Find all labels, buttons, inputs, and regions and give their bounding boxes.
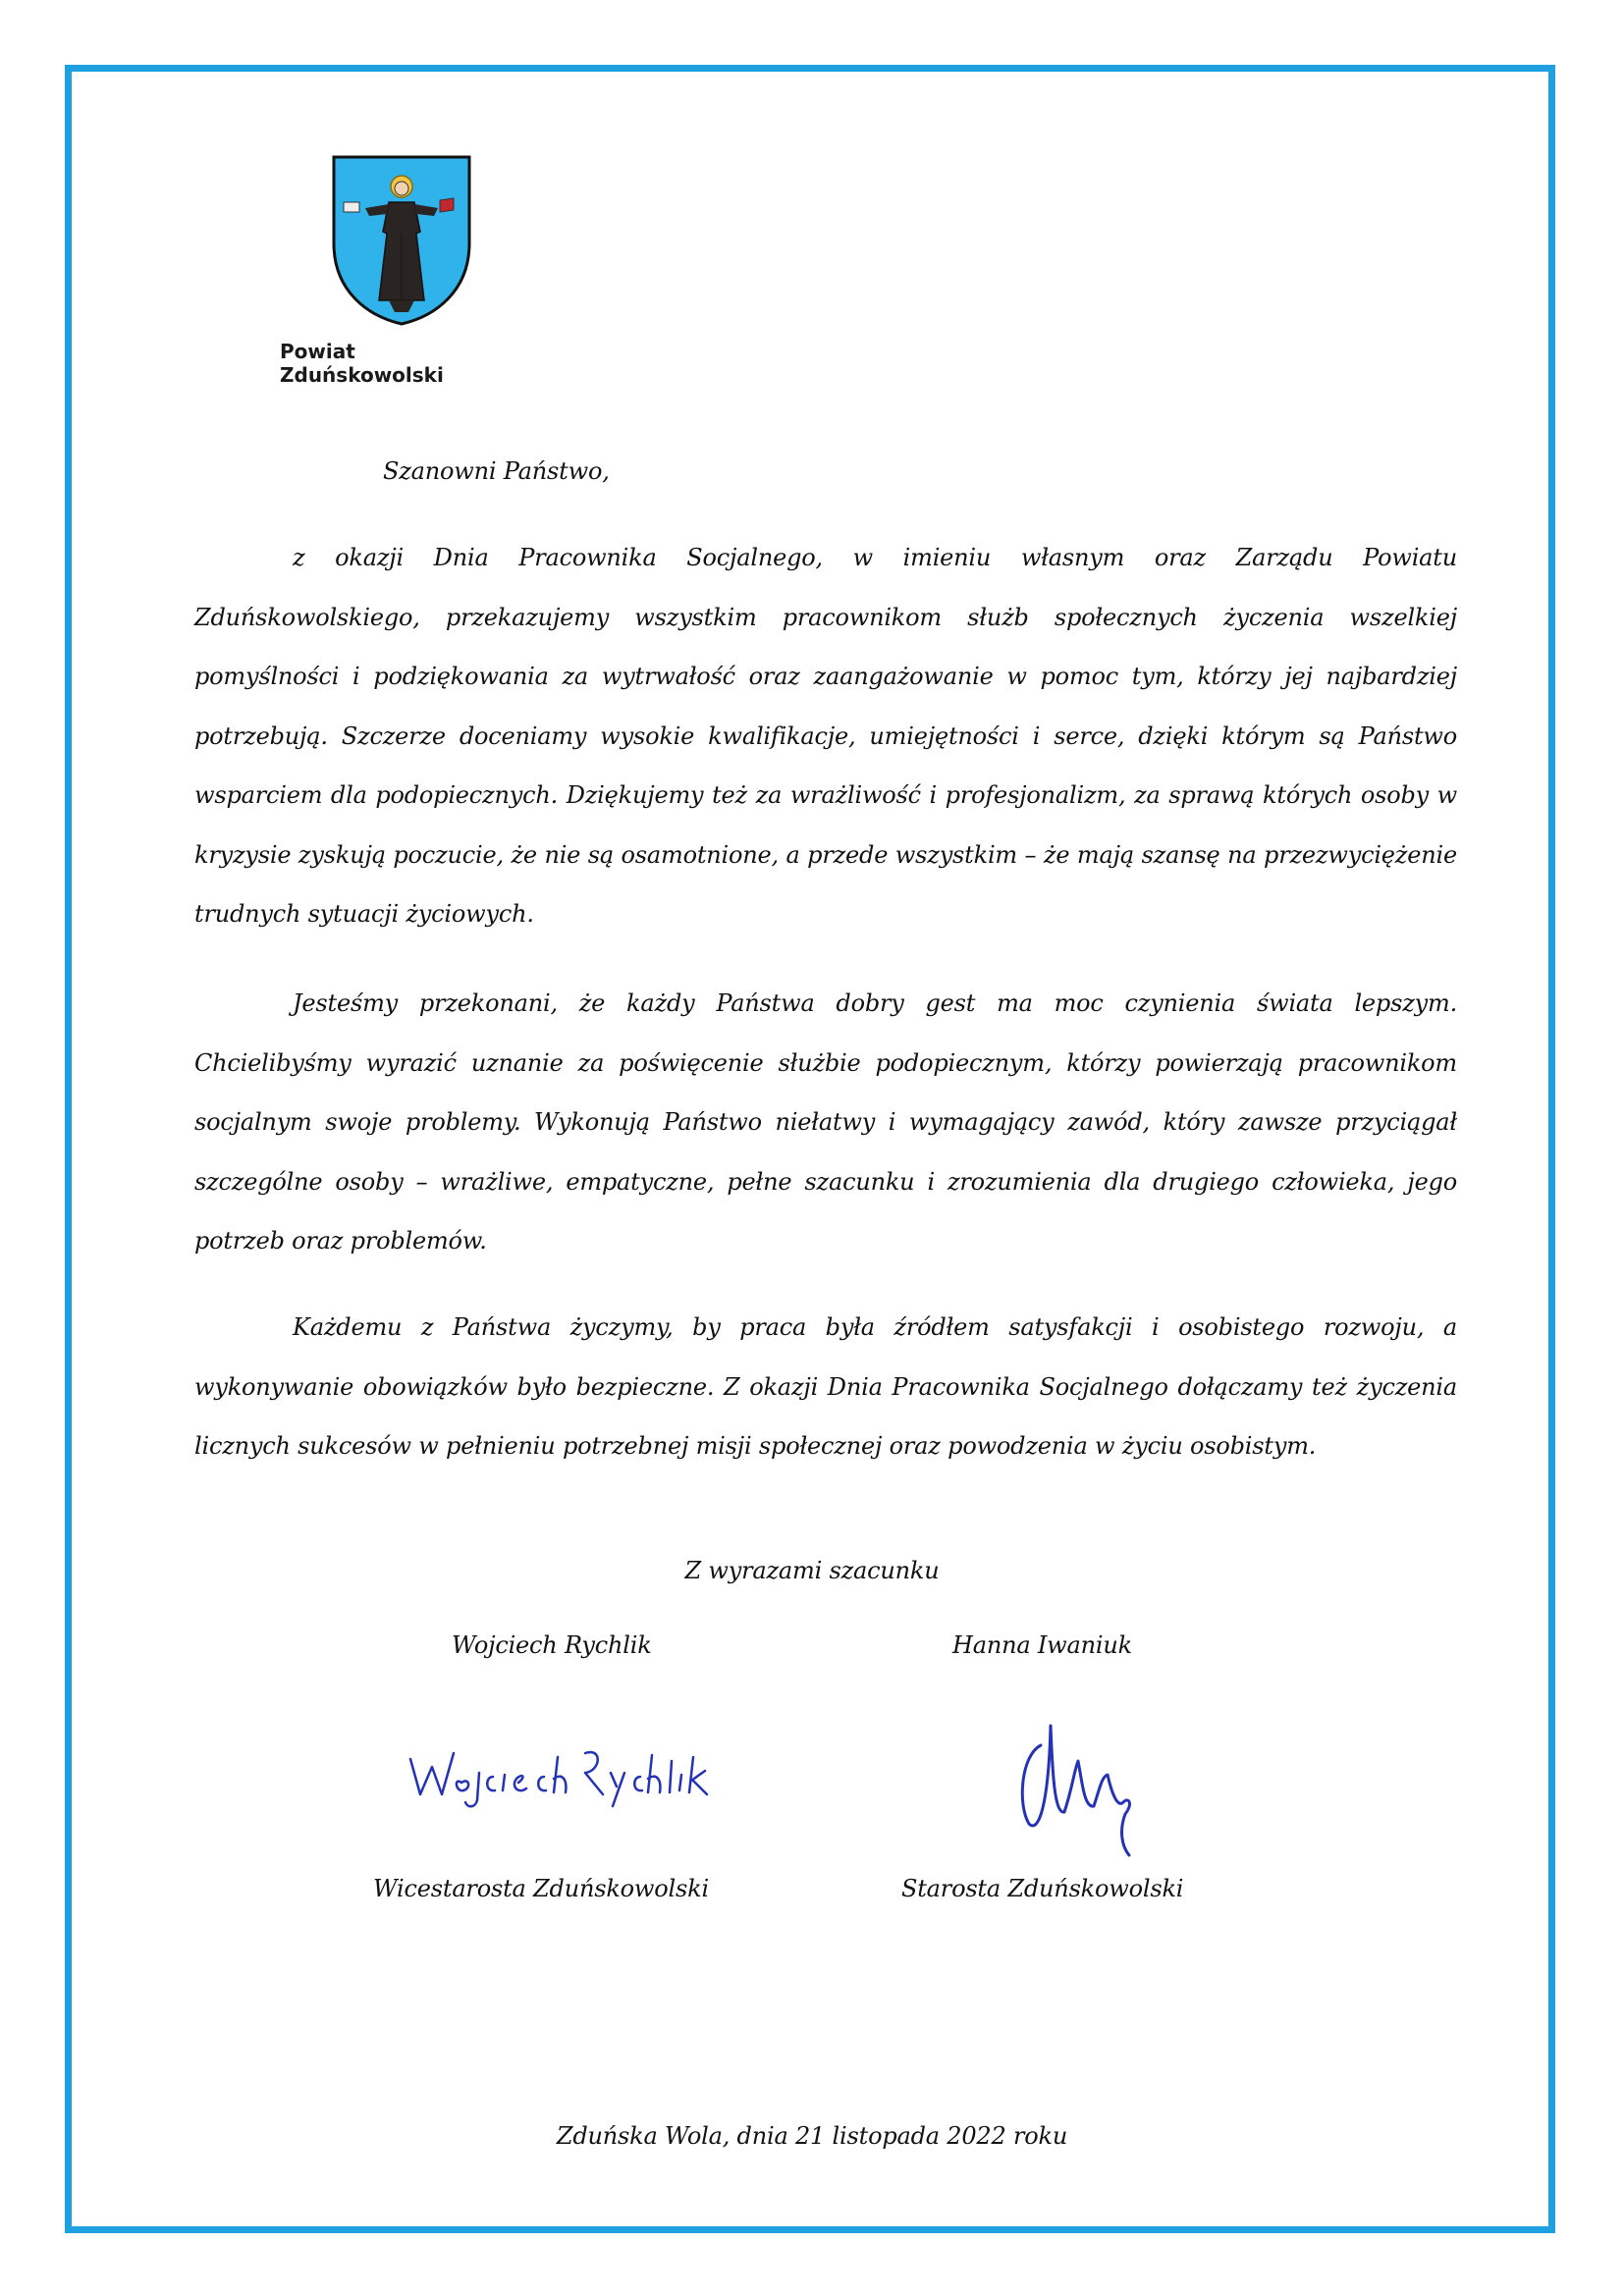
paragraph-3: Każdemu z Państwa życzymy, by praca była źródłem satysfakcji i osobistego rozwoju, a wykonywanie obowiązków było bezpieczne. Z okazji Dnia Pracownika Socjalnego dołączamy też życzenia licznych sukcesów w pełnieniu potrzebnej misji społecznej oraz powodzenia w życiu osobistym. [194, 1313, 1457, 1460]
place-and-date: Zduńska Wola, dnia 21 listopada 2022 roku [556, 2122, 1068, 2150]
signatory-name-right: Hanna Iwaniuk [952, 1631, 1132, 1659]
salutation: Szanowni Państwo, [383, 457, 610, 485]
paragraph-2: Jesteśmy przekonani, że każdy Państwa dobry gest ma moc czynienia świata lepszym. Chcielibyśmy wyrazić uznanie za poświęcenie służbie podopiecznym, którzy powierzają pracownikom socjalnym swoje problemy. Wykonują Państwo niełatwy i wymagający zawód, który zawsze przyciągał szczególne osoby – wrażliwe, empatyczne, pełne szacunku i zrozumienia dla drugiego człowieka, jego potrzeb oraz problemów. [194, 989, 1457, 1255]
organization-name: Powiat Zduńskowolski [280, 340, 444, 387]
closing-line: Z wyrazami szacunku [684, 1557, 940, 1584]
signature-left [393, 1718, 736, 1816]
signatory-role-right: Starosta Zduńskowolski [901, 1875, 1184, 1902]
signature-right [994, 1686, 1151, 1863]
paragraph-1: z okazji Dnia Pracownika Socjalnego, w imieniu własnym oraz Zarządu Powiatu Zduńskowolskiego, przekazujemy wszystkim pracownikom służb społecznych życzenia wszelkiej pomyślności i podziękowania za wytrwałość oraz zaangażowanie w pomoc tym, którzy jej najbardziej potrzebują. Szczerze doceniamy wysokie kwalifikacje, umiejętności i serce, dzięki którym są Państwo wsparciem dla podopiecznych. Dziękujemy też za wrażliwość i profesjonalizm, za sprawą których osoby w kryzysie zyskują poczucie, że nie są osamotnione, a przede wszystkim – że mają szansę na przezwyciężenie trudnych sytuacji życiowych. [194, 544, 1457, 928]
signatory-name-left: Wojciech Rychlik [452, 1631, 652, 1659]
coat-of-arms-icon [330, 153, 473, 328]
signatory-role-left: Wicestarosta Zduńskowolski [373, 1875, 709, 1902]
